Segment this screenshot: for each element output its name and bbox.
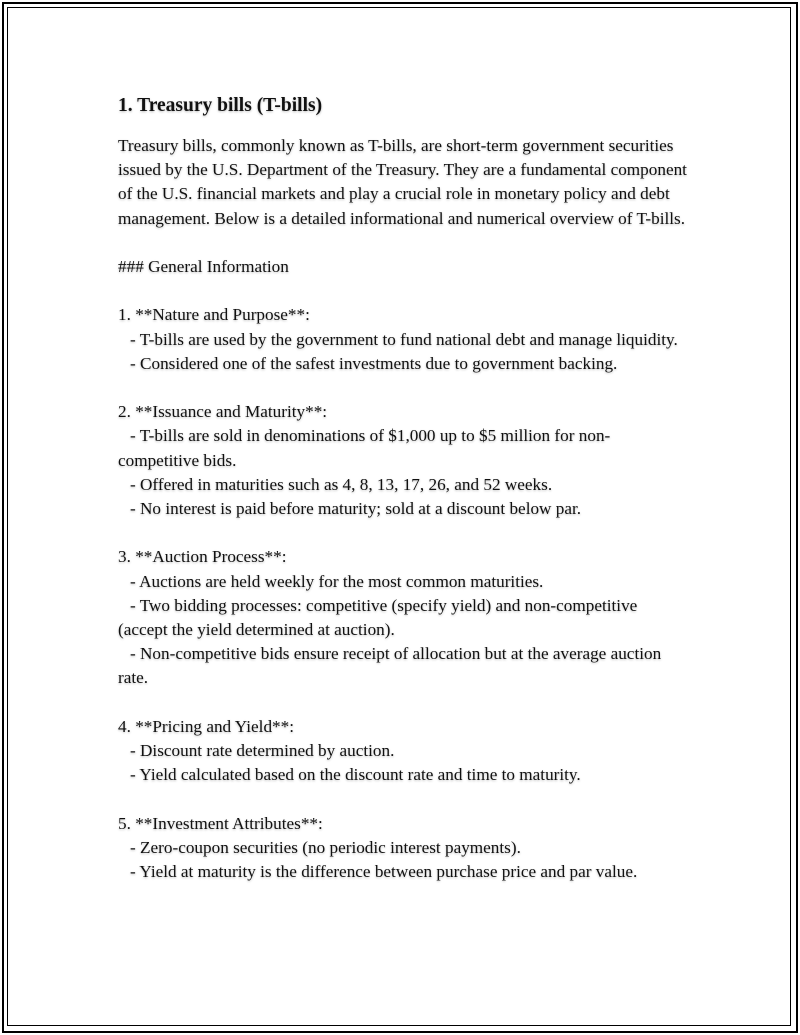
list-bullet — [118, 642, 688, 690]
list-bullet — [118, 570, 688, 594]
list-bullet-text: - Non-competitive bids ensure receipt of allocation but at the average auction rate. — [118, 644, 662, 688]
section-heading: ### General Information — [118, 257, 289, 276]
list-bullet — [118, 836, 688, 860]
document-title: 1. Treasury bills (T-bills) — [118, 95, 323, 116]
list-item-heading: 4. **Pricing and Yield**: — [118, 716, 294, 736]
list-item-heading: 3. **Auction Process**: — [118, 547, 287, 567]
list-bullet-text: - Offered in maturities such as 4, 8, 13, 17, 26, and 52 weeks. — [130, 474, 553, 494]
list-bullet-text: - Considered one of the safest investments due to government backing. — [130, 353, 618, 373]
list-item — [118, 812, 688, 885]
list-bullet-text: - T-bills are used by the government to fund national debt and manage liquidity. — [130, 329, 678, 349]
list-bullet — [118, 424, 688, 472]
list-bullet — [118, 497, 688, 521]
list-bullet-text: - Two bidding processes: competitive (specify yield) and non-competitive (accept the yield determined at auction). — [118, 595, 638, 639]
list-item — [118, 715, 688, 788]
intro-paragraph: Treasury bills, commonly known as T-bills, are short-term government securities issued by the U.S. Department of the Treasury. They are a fundamental component of the U.S. financial markets and play a crucial role in monetary policy and debt management. Below is a detailed informational and numerical overview of T-bills. — [118, 136, 687, 228]
info-list — [118, 279, 688, 884]
list-bullet-text: - Yield at maturity is the difference between purchase price and par value. — [130, 862, 638, 881]
list-bullet-text: - Auctions are held weekly for the most common maturities. — [130, 571, 544, 591]
list-bullet — [118, 860, 688, 884]
list-bullet — [118, 328, 688, 352]
list-bullet — [118, 352, 688, 376]
list-bullet-text: - Discount rate determined by auction. — [130, 741, 395, 760]
list-bullet — [118, 594, 688, 642]
list-bullet — [118, 763, 688, 787]
list-item-heading: 2. **Issuance and Maturity**: — [118, 402, 328, 422]
list-bullet-text: - Yield calculated based on the discount rate and time to maturity. — [130, 765, 581, 785]
list-bullet-text: - Zero-coupon securities (no periodic interest payments). — [130, 837, 521, 857]
list-bullet-text: - No interest is paid before maturity; sold at a discount below par. — [130, 499, 582, 518]
list-item-heading: 1. **Nature and Purpose**: — [118, 305, 310, 325]
list-item — [118, 545, 688, 690]
list-bullet — [118, 739, 688, 763]
list-bullet-text: - T-bills are sold in denominations of $1,000 up to $5 million for non-competitive bids. — [118, 426, 611, 470]
list-bullet — [118, 473, 688, 497]
document-body — [118, 94, 688, 884]
list-item-heading: 5. **Investment Attributes**: — [118, 813, 323, 833]
list-item — [118, 400, 688, 521]
list-item — [118, 303, 688, 376]
